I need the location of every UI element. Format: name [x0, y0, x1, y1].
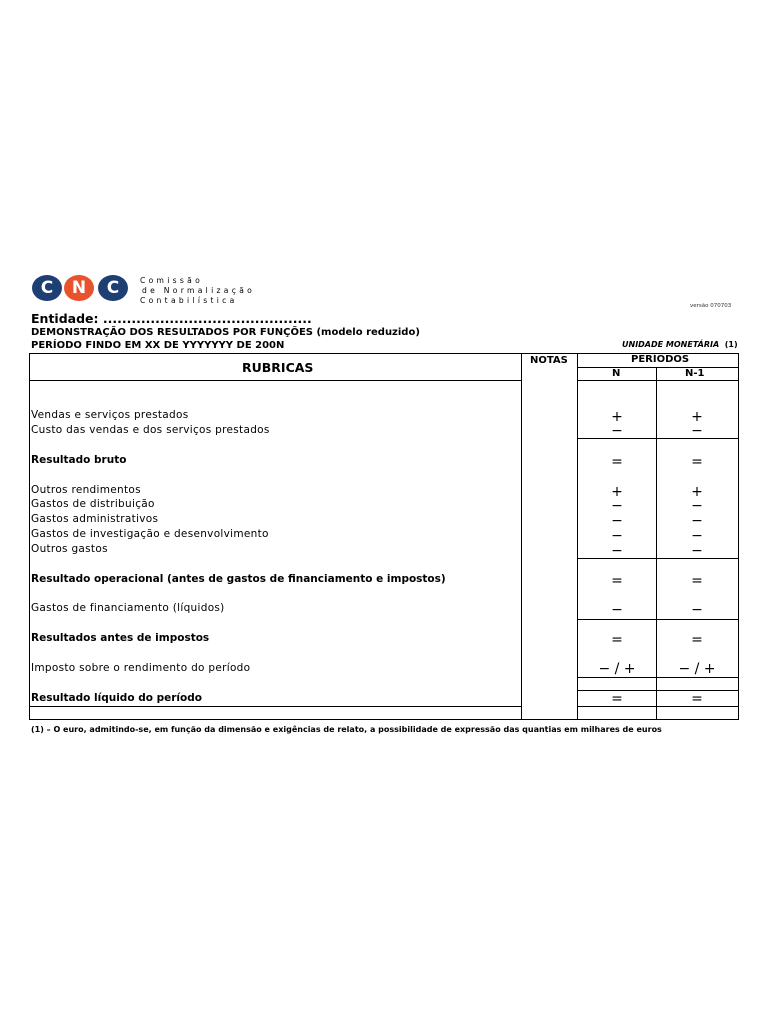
row-label-resultado-operacional: Resultado operacional (antes de gastos de financiamento e impostos) [31, 573, 446, 585]
row-sign-n-outros-rendimentos: + [611, 484, 623, 500]
row-sign-n-resultados-antes-impostos: = [611, 632, 623, 648]
row-sign-n1-imposto-rendimento: − / + [678, 661, 716, 677]
columns-divider [577, 380, 739, 381]
row-sign-n1-custo-vendas: − [691, 423, 703, 439]
logo-text [140, 276, 255, 306]
row-label-resultados-antes-impostos: Resultados antes de impostos [31, 632, 210, 644]
row-sign-n1-outros-gastos: − [691, 543, 703, 559]
row-label-gastos-distribuicao: Gastos de distribuição [31, 498, 155, 510]
entity-field: Entidade: ............................................ [31, 311, 312, 326]
row-sign-n-gastos-financiamento: − [611, 602, 623, 618]
row-label-vendas: Vendas e serviços prestados [31, 409, 189, 421]
column-n-header: N [612, 368, 621, 379]
row-sign-n1-resultado-bruto: = [691, 454, 703, 470]
row-sign-n-gastos-distribuicao: − [611, 498, 623, 514]
row-sign-n1-resultado-operacional: = [691, 573, 703, 589]
logo-letter-n: N [64, 275, 94, 301]
logo-letter-c2: C [98, 275, 128, 301]
row-sign-n1-resultados-antes-impostos: = [691, 632, 703, 648]
logo-letter-c: C [32, 275, 62, 301]
row-label-outros-gastos: Outros gastos [31, 543, 108, 555]
currency-unit-note: (1) [724, 340, 738, 349]
row-label-gastos-financiamento: Gastos de financiamento (líquidos) [31, 602, 225, 614]
pre-tax-line [577, 677, 739, 678]
row-sign-n1-gastos-administrativos: − [691, 513, 703, 529]
financing-result-line [577, 619, 739, 620]
document-title: DEMONSTRAÇÃO DOS RESULTADOS POR FUNÇÕES (modelo reduzido) [31, 327, 420, 338]
currency-unit [622, 340, 738, 349]
row-label-resultado-bruto: Resultado bruto [31, 454, 127, 466]
periodos-header: PERÍODOS [631, 354, 690, 365]
footnote: (1) – O euro, admitindo-se, em função da dimensão e exigências de relato, a possibilidade de expressão das quantias em milhares de euros [31, 725, 662, 734]
column-n1-header: N-1 [685, 368, 705, 379]
row-label-gastos-administrativos: Gastos administrativos [31, 513, 159, 525]
logo-text-line-2: de Normalização [142, 286, 256, 295]
row-sign-n-resultado-liquido: = [611, 691, 623, 707]
row-label-custo-vendas: Custo das vendas e dos serviços prestados [31, 424, 270, 436]
net-result-top-line [577, 690, 739, 691]
period-label: PERÍODO FINDO EM XX DE YYYYYYY DE 200N [31, 340, 285, 351]
version-label: versão 070703 [690, 303, 732, 309]
row-sign-n1-gastos-financiamento: − [691, 602, 703, 618]
row-sign-n1-resultado-liquido: = [691, 691, 703, 707]
notas-left-border [521, 353, 522, 720]
gross-result-line [577, 438, 739, 439]
net-result-bottom-line [577, 706, 739, 707]
table-bottom-line [29, 706, 521, 707]
notas-right-border [577, 353, 578, 720]
row-sign-n-vendas: + [611, 409, 623, 425]
row-label-imposto-rendimento: Imposto sobre o rendimento do período [31, 662, 251, 674]
row-sign-n-imposto-rendimento: − / + [598, 661, 636, 677]
rubricas-header-divider [29, 380, 521, 381]
rubricas-header: RUBRICAS [242, 360, 314, 375]
currency-unit-label: UNIDADE MONETÁRIA [622, 340, 720, 349]
row-sign-n-gastos-investigacao: − [611, 528, 623, 544]
row-sign-n-outros-gastos: − [611, 543, 623, 559]
row-sign-n1-outros-rendimentos: + [691, 484, 703, 500]
n-column-border [656, 367, 657, 720]
row-label-outros-rendimentos: Outros rendimentos [31, 484, 141, 496]
row-label-resultado-liquido: Resultado líquido do período [31, 692, 202, 704]
row-sign-n1-vendas: + [691, 409, 703, 425]
row-sign-n-resultado-operacional: = [611, 573, 623, 589]
row-sign-n-gastos-administrativos: − [611, 513, 623, 529]
logo-text-line-3: Contabilística [140, 296, 238, 305]
row-sign-n-custo-vendas: − [611, 423, 623, 439]
row-sign-n-resultado-bruto: = [611, 454, 623, 470]
row-sign-n1-gastos-distribuicao: − [691, 498, 703, 514]
periodos-divider [577, 367, 739, 368]
row-label-gastos-investigacao: Gastos de investigação e desenvolvimento [31, 528, 269, 540]
operating-result-line [577, 558, 739, 559]
logo-text-line-1: Comissão [140, 276, 204, 285]
row-sign-n1-gastos-investigacao: − [691, 528, 703, 544]
notas-header: NOTAS [530, 355, 568, 366]
